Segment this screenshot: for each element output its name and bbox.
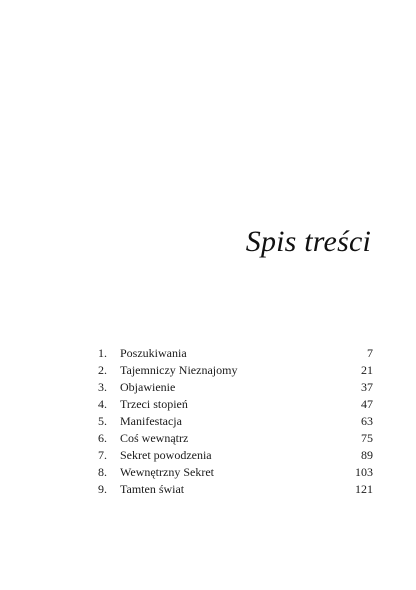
- toc-entry-number: 4.: [98, 397, 107, 411]
- toc-entry-number: 6.: [98, 431, 107, 445]
- toc-entry-page: 21: [361, 363, 373, 377]
- toc-entry-page: 7: [367, 346, 373, 360]
- toc-entry-title: Coś wewnątrz: [120, 431, 189, 445]
- toc-entry-page: 37: [361, 380, 373, 394]
- toc-entry[interactable]: [98, 396, 373, 413]
- toc-entry-title: Tamten świat: [120, 482, 185, 496]
- toc-entry[interactable]: [98, 464, 373, 481]
- toc-entry-title: Tajemniczy Nieznajomy: [120, 363, 238, 377]
- toc-entry-title: Objawienie: [120, 380, 176, 394]
- toc-entry-title: Trzeci stopień: [120, 397, 188, 411]
- toc-entry-page: 63: [361, 414, 373, 428]
- toc-entry-page: 121: [355, 482, 373, 496]
- toc-entry-title: Sekret powodzenia: [120, 448, 212, 462]
- toc-entry[interactable]: [98, 481, 373, 498]
- toc-title: Spis treści: [245, 225, 371, 258]
- toc-entry[interactable]: [98, 413, 373, 430]
- toc-entry[interactable]: [98, 379, 373, 396]
- toc-entry[interactable]: [98, 362, 373, 379]
- toc-list: [98, 345, 373, 498]
- toc-entry-number: 7.: [98, 448, 107, 462]
- toc-entry-title: Manifestacja: [120, 414, 182, 428]
- toc-entry-number: 1.: [98, 346, 107, 360]
- toc-entry-page: 47: [361, 397, 373, 411]
- toc-entry-page: 89: [361, 448, 373, 462]
- toc-entry-page: 75: [361, 431, 373, 445]
- toc-entry-number: 8.: [98, 465, 107, 479]
- toc-entry-number: 9.: [98, 482, 107, 496]
- toc-entry[interactable]: [98, 430, 373, 447]
- toc-entry[interactable]: [98, 345, 373, 362]
- toc-entry-title: Poszukiwania: [120, 346, 187, 360]
- toc-entry-number: 2.: [98, 363, 107, 377]
- toc-entry[interactable]: [98, 447, 373, 464]
- toc-entry-page: 103: [355, 465, 373, 479]
- toc-entry-title: Wewnętrzny Sekret: [120, 465, 214, 479]
- toc-entry-number: 5.: [98, 414, 107, 428]
- toc-entry-number: 3.: [98, 380, 107, 394]
